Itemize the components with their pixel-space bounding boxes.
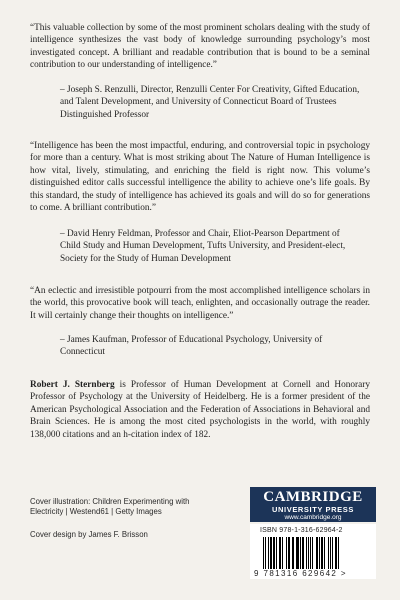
barcode-bar (292, 537, 293, 569)
barcode-bar (293, 537, 294, 569)
barcode-bar (296, 537, 299, 569)
barcode-bar (319, 537, 320, 569)
author-name: Robert J. Sternberg (30, 380, 115, 390)
isbn-barcode (250, 524, 376, 579)
barcode-bar (332, 537, 333, 569)
author-bio-text: is Professor of Human Development at Cornell and Honorary Professor of Psychology at the University of Heidelberg. He is a former president of the American Psychological Association and the Federation of Associations in Behavioral and Brain Sciences. He is among the most cited psychologists in the world, with roughly 138,000 citations and an h-citation index of 182. (30, 380, 370, 440)
attribution-feldman: – David Henry Feldman, Professor and Chair, Eliot-Pearson Department of Child Study and Human Development, Tufts University, and President-elect, Society for the Study of Human Development (60, 229, 346, 264)
barcode-bar (286, 537, 287, 569)
cover-design-credit: Cover design by James F. Brisson (30, 530, 148, 539)
barcode-bar (321, 537, 323, 569)
isbn-digits: 9 781316 629642 > (254, 569, 347, 578)
barcode-bar (324, 537, 325, 569)
barcode-bar (308, 537, 309, 569)
isbn-label: ISBN 978-1-316-62964-2 (260, 527, 343, 534)
barcode-bar (263, 537, 264, 569)
barcode-bar (279, 537, 281, 569)
barcode-bar (338, 537, 339, 569)
barcode-bar (300, 537, 301, 569)
publisher-name: CAMBRIDGE (263, 489, 363, 505)
barcode-bar (310, 537, 311, 569)
publisher-subname: UNIVERSITY PRESS (272, 505, 354, 514)
barcode-bar (312, 537, 313, 569)
barcode-bar (328, 537, 329, 569)
publisher-url: www.cambridge.org (284, 514, 342, 521)
attribution-renzulli: – Joseph S. Renzulli, Director, Renzulli Center For Creativity, Gifted Education, and Talent Development, and University of Connecticut Board of Trustees Distinguished Professor (60, 85, 360, 120)
quote-renzulli: “This valuable collection by some of the most prominent scholars dealing with the study of intelligence synthesizes the vast body of knowledge surrounding psychology’s most investigated concept. A brilliant and readable contribution that is bound to be a seminal contribution to our understanding of intelligence.” (30, 23, 370, 71)
quote-feldman: “Intelligence has been the most impactful, enduring, and controversial topic in psychology for more than a century. What is most striking about The Nature of Human Intelligence is how vital, lively, stimulating, and enriching the field is right now. This volume’s distinguished editor calls successful intelligence the ability to achieve one’s life goals. By this standard, the study of intelligence has achieved its goals and will do so for generations to come. A brilliant contribution.” (30, 141, 370, 214)
barcode-bar (282, 537, 283, 569)
barcode-bar (270, 537, 273, 569)
attribution-kaufman: – James Kaufman, Professor of Educational Psychology, University of Connecticut (60, 335, 323, 358)
author-bio (30, 379, 370, 441)
barcode-bar (330, 537, 331, 569)
barcode-bar (268, 537, 269, 569)
barcode-bar (276, 537, 277, 569)
barcode-bars (263, 537, 367, 571)
barcode-bar (306, 537, 307, 569)
barcode-bar (288, 537, 290, 569)
barcode-bar (302, 537, 304, 569)
barcode-bar (273, 537, 275, 569)
cover-illustration-credit: Cover illustration: Children Experimenting with Electricity | Westend61 | Getty Images (30, 497, 190, 517)
barcode-bar (335, 537, 337, 569)
barcode-bar (316, 537, 318, 569)
publisher-logo (250, 487, 376, 522)
barcode-bar (265, 537, 266, 569)
quote-kaufman: “An eclectic and irresistible potpourri from the most accomplished intelligence scholars in the world, this provocative book will teach, enlighten, and occasionally outrage the reader. It will certainly change their thoughts on intelligence.” (30, 286, 370, 321)
